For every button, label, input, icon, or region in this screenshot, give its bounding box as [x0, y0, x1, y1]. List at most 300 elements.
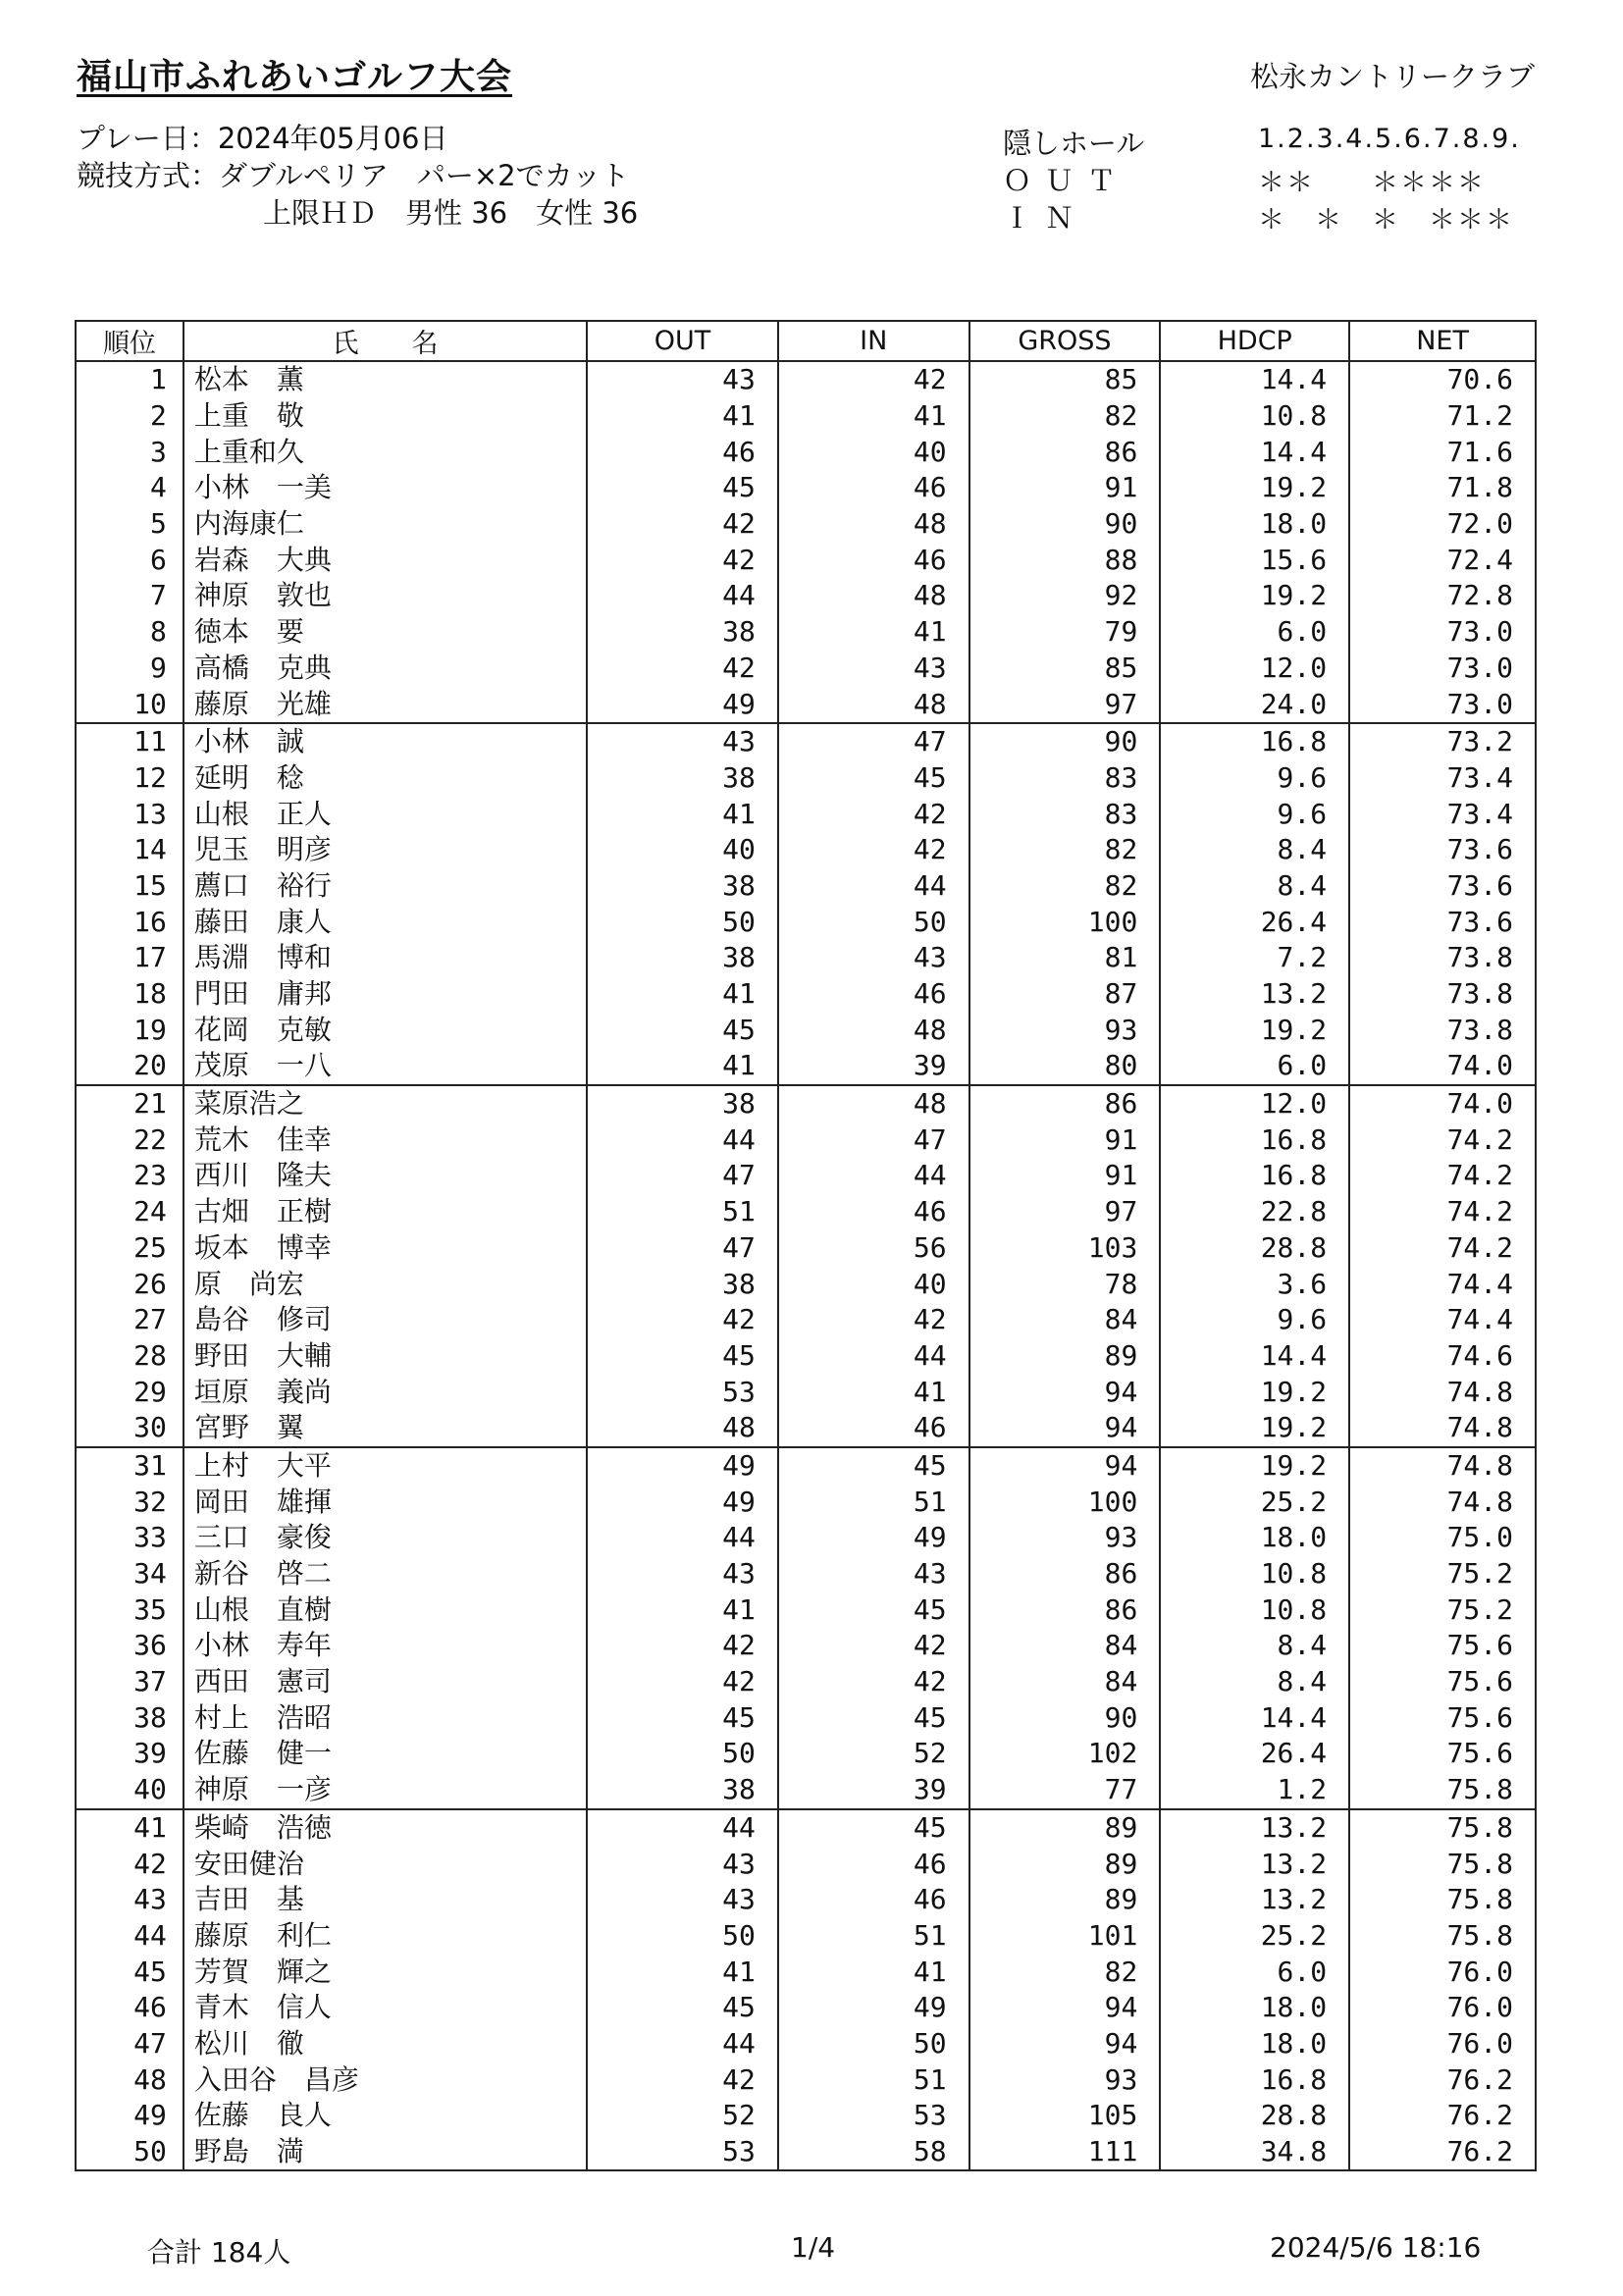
in-label: ＩＮ [1003, 201, 1088, 235]
gross-cell: 82 [969, 398, 1161, 435]
out-cell: 41 [587, 976, 778, 1013]
hdcp-cell: 10.8 [1160, 1556, 1349, 1592]
in-cell: 44 [778, 868, 969, 905]
name-cell: 岩森 大典 [183, 542, 587, 578]
rank-cell: 20 [76, 1048, 183, 1085]
gross-cell: 85 [969, 651, 1161, 687]
rank-cell: 34 [76, 1556, 183, 1592]
in-cell: 48 [778, 506, 969, 543]
in-cell: 51 [778, 1918, 969, 1955]
net-cell: 76.0 [1349, 1954, 1536, 1990]
net-cell: 74.2 [1349, 1194, 1536, 1230]
hdcp-cell: 16.8 [1160, 1158, 1349, 1194]
net-cell: 73.0 [1349, 614, 1536, 651]
gross-cell: 89 [969, 1338, 1161, 1375]
name-cell: 神原 一彦 [183, 1772, 587, 1809]
name-cell: 野島 満 [183, 2134, 587, 2171]
table-row [76, 832, 1536, 868]
net-cell: 74.4 [1349, 1266, 1536, 1302]
in-cell: 46 [778, 1410, 969, 1447]
gross-cell: 91 [969, 470, 1161, 506]
in-cell: 40 [778, 434, 969, 470]
net-cell: 72.8 [1349, 578, 1536, 614]
hdcp-cell: 26.4 [1160, 1736, 1349, 1772]
name-cell: 島谷 修司 [183, 1302, 587, 1338]
net-cell: 71.8 [1349, 470, 1536, 506]
name-cell: 松川 徹 [183, 2026, 587, 2062]
out-cell: 44 [587, 2026, 778, 2062]
hdcp-cell: 22.8 [1160, 1194, 1349, 1230]
net-cell: 73.0 [1349, 686, 1536, 723]
name-cell: 門田 庸邦 [183, 976, 587, 1013]
rank-cell: 5 [76, 506, 183, 543]
name-cell: 原 尚宏 [183, 1266, 587, 1302]
out-cell: 43 [587, 723, 778, 760]
rank-cell: 29 [76, 1374, 183, 1410]
name-cell: 西田 憲司 [183, 1664, 587, 1700]
net-cell: 74.0 [1349, 1085, 1536, 1122]
rank-cell: 43 [76, 1882, 183, 1918]
name-cell: 高橋 克典 [183, 651, 587, 687]
in-cell: 50 [778, 904, 969, 940]
net-cell: 75.6 [1349, 1628, 1536, 1664]
name-cell: 薦口 裕行 [183, 868, 587, 905]
in-cell: 39 [778, 1048, 969, 1085]
hdcp-cell: 18.0 [1160, 2026, 1349, 2062]
net-cell: 73.6 [1349, 904, 1536, 940]
out-cell: 43 [587, 361, 778, 398]
hdcp-cell: 18.0 [1160, 1520, 1349, 1556]
out-cell: 44 [587, 578, 778, 614]
in-cell: 48 [778, 686, 969, 723]
net-cell: 72.4 [1349, 542, 1536, 578]
rank-cell: 30 [76, 1410, 183, 1447]
hdcp-cell: 8.4 [1160, 832, 1349, 868]
out-label: ＯＵＴ [1003, 164, 1130, 197]
out-cell: 42 [587, 542, 778, 578]
hdcp-cell: 6.0 [1160, 1954, 1349, 1990]
in-hidden-holes: ＊ ＊ ＊ ＊＊＊ [1258, 205, 1514, 235]
net-cell: 73.8 [1349, 976, 1536, 1013]
table-row [76, 1699, 1536, 1736]
gross-cell: 88 [969, 542, 1161, 578]
net-cell: 73.6 [1349, 868, 1536, 905]
in-cell: 49 [778, 1520, 969, 1556]
name-cell: 宮野 翼 [183, 1410, 587, 1447]
in-cell: 42 [778, 796, 969, 832]
in-cell: 43 [778, 1556, 969, 1592]
in-cell: 56 [778, 1230, 969, 1267]
in-cell: 47 [778, 1122, 969, 1158]
table-row [76, 651, 1536, 687]
gross-cell: 94 [969, 2026, 1161, 2062]
net-cell: 76.0 [1349, 1990, 1536, 2026]
name-cell: 柴崎 浩徳 [183, 1809, 587, 1847]
net-cell: 75.8 [1349, 1846, 1536, 1882]
table-row [76, 2134, 1536, 2171]
net-cell: 73.6 [1349, 832, 1536, 868]
gross-cell: 83 [969, 796, 1161, 832]
net-cell: 74.8 [1349, 1484, 1536, 1520]
out-cell: 41 [587, 1592, 778, 1628]
net-cell: 75.8 [1349, 1918, 1536, 1955]
gross-cell: 94 [969, 1374, 1161, 1410]
gross-cell: 94 [969, 1447, 1161, 1485]
net-cell: 75.2 [1349, 1556, 1536, 1592]
net-cell: 74.8 [1349, 1410, 1536, 1447]
in-cell: 51 [778, 1484, 969, 1520]
out-cell: 47 [587, 1230, 778, 1267]
rank-cell: 39 [76, 1736, 183, 1772]
table-row [76, 868, 1536, 905]
table-row [76, 434, 1536, 470]
results-table [75, 320, 1537, 2171]
net-cell: 70.6 [1349, 361, 1536, 398]
hdcp-cell: 12.0 [1160, 1085, 1349, 1122]
table-row [76, 723, 1536, 760]
in-cell: 39 [778, 1772, 969, 1809]
table-row [76, 361, 1536, 398]
net-cell: 75.8 [1349, 1809, 1536, 1847]
rank-cell: 12 [76, 760, 183, 797]
hdcp-cell: 10.8 [1160, 398, 1349, 435]
hdcp-cell: 14.4 [1160, 434, 1349, 470]
table-row [76, 1338, 1536, 1375]
out-cell: 50 [587, 1736, 778, 1772]
out-cell: 43 [587, 1556, 778, 1592]
rank-cell: 46 [76, 1990, 183, 2026]
hdcp-cell: 13.2 [1160, 1846, 1349, 1882]
hdcp-cell: 19.2 [1160, 578, 1349, 614]
table-row [76, 506, 1536, 543]
hdcp-cell: 16.8 [1160, 2061, 1349, 2098]
hdcp-cell: 13.2 [1160, 1809, 1349, 1847]
table-row [76, 1809, 1536, 1847]
rank-cell: 45 [76, 1954, 183, 1990]
table-row [76, 1772, 1536, 1809]
in-cell: 41 [778, 1954, 969, 1990]
hdcp-cell: 19.2 [1160, 470, 1349, 506]
name-cell: 上重和久 [183, 434, 587, 470]
gross-cell: 85 [969, 361, 1161, 398]
gross-cell: 97 [969, 686, 1161, 723]
net-cell: 75.6 [1349, 1736, 1536, 1772]
gross-cell: 93 [969, 1520, 1161, 1556]
out-cell: 38 [587, 1266, 778, 1302]
gross-cell: 90 [969, 723, 1161, 760]
name-cell: 花岡 克敏 [183, 1012, 587, 1048]
in-cell: 51 [778, 2061, 969, 2098]
handicap-limit: 上限ＨＤ 男性 36 女性 36 [263, 196, 639, 230]
out-cell: 42 [587, 2061, 778, 2098]
name-cell: 茂原 一八 [183, 1048, 587, 1085]
gross-cell: 82 [969, 868, 1161, 905]
name-cell: 安田健治 [183, 1846, 587, 1882]
table-row [76, 1266, 1536, 1302]
out-cell: 45 [587, 1699, 778, 1736]
competition-format: 競技方式：ダブルペリア パー×2でカット [77, 159, 630, 192]
hdcp-cell: 28.8 [1160, 1230, 1349, 1267]
club-name: 松永カントリークラブ [1249, 60, 1535, 93]
hdcp-cell: 15.6 [1160, 542, 1349, 578]
gross-cell: 86 [969, 434, 1161, 470]
gross-cell: 101 [969, 1918, 1161, 1955]
in-cell: 41 [778, 398, 969, 435]
rank-cell: 11 [76, 723, 183, 760]
in-cell: 43 [778, 651, 969, 687]
column-header-rank: 順位 [76, 321, 183, 361]
gross-cell: 111 [969, 2134, 1161, 2171]
net-cell: 74.8 [1349, 1374, 1536, 1410]
out-hidden-holes: ＊＊ ＊＊＊＊ [1258, 168, 1486, 198]
name-cell: 岡田 雄揮 [183, 1484, 587, 1520]
gross-cell: 82 [969, 832, 1161, 868]
name-cell: 三口 豪俊 [183, 1520, 587, 1556]
in-cell: 44 [778, 1158, 969, 1194]
out-cell: 38 [587, 1772, 778, 1809]
in-cell: 49 [778, 1990, 969, 2026]
rank-cell: 13 [76, 796, 183, 832]
name-cell: 山根 正人 [183, 796, 587, 832]
name-cell: 垣原 義尚 [183, 1374, 587, 1410]
rank-cell: 49 [76, 2098, 183, 2134]
net-cell: 73.2 [1349, 723, 1536, 760]
name-cell: 青木 信人 [183, 1990, 587, 2026]
column-header-in: IN [778, 321, 969, 361]
table-row [76, 1882, 1536, 1918]
out-cell: 43 [587, 1846, 778, 1882]
in-cell: 46 [778, 1882, 969, 1918]
table-row [76, 1048, 1536, 1085]
in-cell: 43 [778, 940, 969, 976]
hdcp-cell: 7.2 [1160, 940, 1349, 976]
net-cell: 74.2 [1349, 1122, 1536, 1158]
hdcp-cell: 8.4 [1160, 868, 1349, 905]
rank-cell: 1 [76, 361, 183, 398]
out-cell: 53 [587, 2134, 778, 2171]
hdcp-cell: 6.0 [1160, 1048, 1349, 1085]
net-cell: 73.4 [1349, 796, 1536, 832]
out-cell: 53 [587, 1374, 778, 1410]
table-row [76, 1122, 1536, 1158]
name-cell: 小林 誠 [183, 723, 587, 760]
hdcp-cell: 28.8 [1160, 2098, 1349, 2134]
gross-cell: 83 [969, 760, 1161, 797]
out-cell: 45 [587, 1012, 778, 1048]
hdcp-cell: 24.0 [1160, 686, 1349, 723]
name-cell: 延明 稔 [183, 760, 587, 797]
out-cell: 42 [587, 506, 778, 543]
table-row [76, 1846, 1536, 1882]
name-cell: 藤原 利仁 [183, 1918, 587, 1955]
out-cell: 43 [587, 1882, 778, 1918]
out-cell: 38 [587, 760, 778, 797]
footer-total: 合計 184人 [147, 2236, 291, 2269]
net-cell: 73.8 [1349, 940, 1536, 976]
rank-cell: 28 [76, 1338, 183, 1375]
hdcp-cell: 34.8 [1160, 2134, 1349, 2171]
rank-cell: 10 [76, 686, 183, 723]
gross-cell: 103 [969, 1230, 1161, 1267]
table-row [76, 1302, 1536, 1338]
in-cell: 46 [778, 470, 969, 506]
hdcp-cell: 16.8 [1160, 723, 1349, 760]
rank-cell: 7 [76, 578, 183, 614]
gross-cell: 89 [969, 1846, 1161, 1882]
gross-cell: 87 [969, 976, 1161, 1013]
gross-cell: 97 [969, 1194, 1161, 1230]
name-cell: 徳本 要 [183, 614, 587, 651]
table-row [76, 686, 1536, 723]
net-cell: 76.2 [1349, 2061, 1536, 2098]
gross-cell: 86 [969, 1556, 1161, 1592]
name-cell: 入田谷 昌彦 [183, 2061, 587, 2098]
out-cell: 45 [587, 1990, 778, 2026]
in-cell: 41 [778, 1374, 969, 1410]
hdcp-cell: 9.6 [1160, 796, 1349, 832]
name-cell: 藤田 康人 [183, 904, 587, 940]
hdcp-cell: 19.2 [1160, 1012, 1349, 1048]
rank-cell: 9 [76, 651, 183, 687]
hdcp-cell: 19.2 [1160, 1447, 1349, 1485]
table-row [76, 614, 1536, 651]
gross-cell: 94 [969, 1410, 1161, 1447]
name-cell: 荒木 佳幸 [183, 1122, 587, 1158]
out-cell: 42 [587, 651, 778, 687]
rank-cell: 14 [76, 832, 183, 868]
net-cell: 75.6 [1349, 1664, 1536, 1700]
rank-cell: 38 [76, 1699, 183, 1736]
name-cell: 古畑 正樹 [183, 1194, 587, 1230]
table-row [76, 1592, 1536, 1628]
table-row [76, 542, 1536, 578]
hdcp-cell: 19.2 [1160, 1410, 1349, 1447]
gross-cell: 93 [969, 1012, 1161, 1048]
out-cell: 45 [587, 1338, 778, 1375]
hdcp-cell: 3.6 [1160, 1266, 1349, 1302]
gross-cell: 82 [969, 1954, 1161, 1990]
rank-cell: 3 [76, 434, 183, 470]
table-row [76, 1230, 1536, 1267]
hidden-hole-value: 1.2.3.4.5.6.7.8.9. [1258, 124, 1521, 154]
name-cell: 藤原 光雄 [183, 686, 587, 723]
out-cell: 41 [587, 398, 778, 435]
in-cell: 48 [778, 578, 969, 614]
out-cell: 48 [587, 1410, 778, 1447]
hdcp-cell: 12.0 [1160, 651, 1349, 687]
net-cell: 74.4 [1349, 1302, 1536, 1338]
gross-cell: 84 [969, 1302, 1161, 1338]
in-cell: 42 [778, 1302, 969, 1338]
print-timestamp: 2024/5/6 18:16 [1270, 2231, 1482, 2264]
table-row [76, 976, 1536, 1013]
net-cell: 76.0 [1349, 2026, 1536, 2062]
name-cell: 佐藤 良人 [183, 2098, 587, 2134]
out-cell: 49 [587, 1447, 778, 1485]
gross-cell: 86 [969, 1085, 1161, 1122]
table-row [76, 1085, 1536, 1122]
rank-cell: 42 [76, 1846, 183, 1882]
in-cell: 46 [778, 976, 969, 1013]
in-cell: 45 [778, 760, 969, 797]
name-cell: 村上 浩昭 [183, 1699, 587, 1736]
name-cell: 児玉 明彦 [183, 832, 587, 868]
hdcp-cell: 14.4 [1160, 361, 1349, 398]
net-cell: 75.0 [1349, 1520, 1536, 1556]
rank-cell: 19 [76, 1012, 183, 1048]
gross-cell: 80 [969, 1048, 1161, 1085]
name-cell: 西川 隆夫 [183, 1158, 587, 1194]
in-cell: 42 [778, 832, 969, 868]
out-cell: 51 [587, 1194, 778, 1230]
column-header-name: 氏 名 [183, 321, 587, 361]
in-cell: 52 [778, 1736, 969, 1772]
table-row [76, 1736, 1536, 1772]
net-cell: 74.2 [1349, 1230, 1536, 1267]
table-row [76, 1520, 1536, 1556]
table-row [76, 904, 1536, 940]
table-row [76, 1628, 1536, 1664]
in-cell: 47 [778, 723, 969, 760]
name-cell: 佐藤 健一 [183, 1736, 587, 1772]
hdcp-cell: 26.4 [1160, 904, 1349, 940]
results-body [76, 361, 1536, 2170]
net-cell: 76.2 [1349, 2134, 1536, 2171]
name-cell: 上村 大平 [183, 1447, 587, 1485]
rank-cell: 37 [76, 1664, 183, 1700]
table-header-row [76, 321, 1536, 361]
gross-cell: 90 [969, 1699, 1161, 1736]
gross-cell: 105 [969, 2098, 1161, 2134]
out-cell: 46 [587, 434, 778, 470]
rank-cell: 23 [76, 1158, 183, 1194]
rank-cell: 40 [76, 1772, 183, 1809]
net-cell: 75.8 [1349, 1882, 1536, 1918]
table-row [76, 2098, 1536, 2134]
page-number: 1/4 [791, 2231, 836, 2264]
net-cell: 71.6 [1349, 434, 1536, 470]
rank-cell: 17 [76, 940, 183, 976]
name-cell: 松本 薫 [183, 361, 587, 398]
hdcp-cell: 16.8 [1160, 1122, 1349, 1158]
in-cell: 45 [778, 1699, 969, 1736]
column-header-hdcp: HDCP [1160, 321, 1349, 361]
rank-cell: 47 [76, 2026, 183, 2062]
column-header-net: NET [1349, 321, 1536, 361]
hdcp-cell: 18.0 [1160, 506, 1349, 543]
hdcp-cell: 13.2 [1160, 976, 1349, 1013]
net-cell: 75.8 [1349, 1772, 1536, 1809]
in-cell: 50 [778, 2026, 969, 2062]
out-cell: 50 [587, 904, 778, 940]
out-cell: 41 [587, 1954, 778, 1990]
out-cell: 38 [587, 868, 778, 905]
hdcp-cell: 25.2 [1160, 1484, 1349, 1520]
rank-cell: 50 [76, 2134, 183, 2171]
rank-cell: 35 [76, 1592, 183, 1628]
in-cell: 42 [778, 1628, 969, 1664]
name-cell: 馬淵 博和 [183, 940, 587, 976]
rank-cell: 2 [76, 398, 183, 435]
table-row [76, 1012, 1536, 1048]
gross-cell: 100 [969, 904, 1161, 940]
rank-cell: 21 [76, 1085, 183, 1122]
net-cell: 74.2 [1349, 1158, 1536, 1194]
rank-cell: 22 [76, 1122, 183, 1158]
table-row [76, 2061, 1536, 2098]
out-cell: 42 [587, 1664, 778, 1700]
net-cell: 75.6 [1349, 1699, 1536, 1736]
